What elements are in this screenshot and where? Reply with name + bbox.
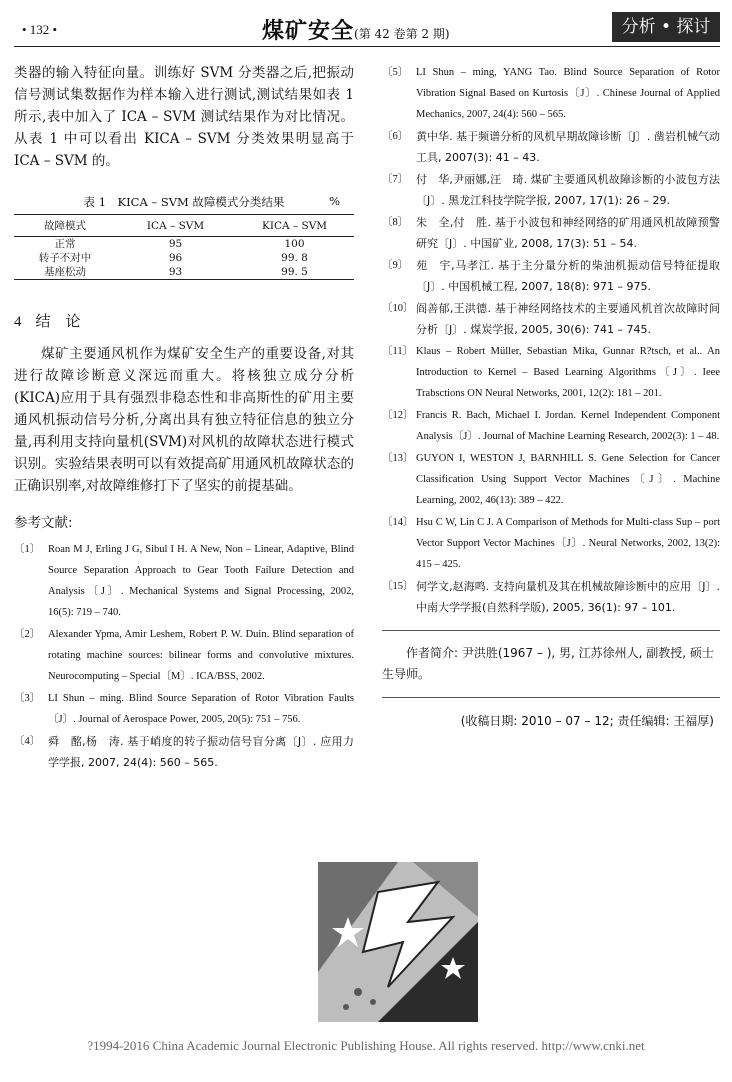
table-cell: 正常 xyxy=(54,238,76,250)
table-row xyxy=(14,237,354,252)
table-cell: 93 xyxy=(116,265,235,280)
table-row xyxy=(14,265,354,280)
section-title: 结 论 xyxy=(35,312,81,330)
reference-number: 〔7〕 xyxy=(382,174,409,185)
reference-item xyxy=(382,405,720,447)
section-number: 4 xyxy=(14,314,22,330)
reference-number: 〔11〕 xyxy=(382,346,414,357)
graphic-dot xyxy=(343,1004,349,1010)
reference-text: Hsu C W, Lin C J. A Comparison of Methods for Multi-class Sup – port Vector Support Vector Machines〔J〕. Neural Networks, 2002, 13(2): 415 – 425. xyxy=(416,517,720,570)
table-cell: 100 xyxy=(284,238,305,250)
received-rule xyxy=(382,697,720,698)
reference-item xyxy=(14,624,354,687)
reference-text: Francis R. Bach, Michael I. Jordan. Kernel Independent Component Analysis〔J〕. Journal of Machine Learning Research, 2002(3): 1 – 48. xyxy=(416,410,720,442)
table-cell: 基座松动 xyxy=(14,265,116,280)
table-header-cell: ICA – SVM xyxy=(116,215,235,237)
section-heading xyxy=(14,310,354,331)
reference-text: 朱 全,付 胜. 基于小波包和神经网络的矿用通风机故障预警研究〔J〕. 中国矿业, 2008, 17(3): 51 – 54. xyxy=(416,216,720,250)
table-header-row xyxy=(14,215,354,237)
table-cell: 转子不对中 xyxy=(38,252,92,264)
header-rule xyxy=(14,46,720,47)
table-header-cell: 故障模式 xyxy=(14,215,116,237)
section-tag: 分析 • 探讨 xyxy=(612,12,720,42)
reference-item xyxy=(382,298,720,340)
reference-text: 付 华,尹丽娜,汪 琦. 煤矿主要通风机故障诊断的小波包方法〔J〕. 黑龙江科技学院学报, 2007, 17(1): 26 – 29. xyxy=(416,173,720,207)
graphic-dot xyxy=(370,999,376,1005)
journal-title xyxy=(262,14,450,45)
author-note: 作者简介: 尹洪胜(1967 – ), 男, 江苏徐州人, 副教授, 硕士生导师。 xyxy=(382,646,714,681)
reference-text: GUYON I, WESTON J, BARNHILL S. Gene Selection for Cancer Classification Using Support Vector Machines〔J〕. Machine Learning, 2002, 46(13): 389 – 422. xyxy=(416,453,720,506)
conclusion-paragraph: 煤矿主要通风机作为煤矿安全生产的重要设备,对其进行故障诊断意义深远而重大。将核独立成分分析(KICA)应用于具有强烈非稳态性和非高斯性的矿用主要通风机振动信号分析,分离出具有独立特征信息的独立分量,再利用支持向量机(SVM)对风机的故障状态进行模式识别。实验结果表明可以有效提高矿用通风机故障状态的正确识别率,对故障维修打下了坚实的前提基础。 xyxy=(14,346,354,494)
reference-item xyxy=(382,448,720,511)
reference-number: 〔9〕 xyxy=(382,260,409,271)
table-caption-text: 表 1 KICA – SVM 故障模式分类结果 xyxy=(83,195,285,209)
reference-number: 〔2〕 xyxy=(14,629,41,640)
reference-number: 〔6〕 xyxy=(382,131,409,142)
references-heading: 参考文献: xyxy=(14,515,73,531)
copyright-footer: ?1994-2016 China Academic Journal Electronic Publishing House. All rights reserved. http://www.cnki.net xyxy=(87,1038,645,1053)
reference-number: 〔1〕 xyxy=(14,544,41,555)
table-unit: % xyxy=(329,194,340,208)
table-cell: 95 xyxy=(168,238,183,250)
reference-number: 〔8〕 xyxy=(382,217,409,228)
reference-item xyxy=(14,731,354,773)
reference-text: LI Shun – ming, YANG Tao. Blind Source Separation of Rotor Vibration Signal Based on Kurtosis〔J〕. Chinese Journal of Applied Mechanics, 2007, 24(4): 560 – 565. xyxy=(416,67,720,120)
reference-number: 〔13〕 xyxy=(382,453,414,464)
reference-number: 〔12〕 xyxy=(382,410,414,421)
journal-issue: (第 42 卷第 2 期) xyxy=(354,27,450,41)
reference-number: 〔10〕 xyxy=(382,303,414,314)
table-cell: 99. 8 xyxy=(281,252,308,264)
table-cell: 99. 5 xyxy=(235,265,354,280)
reference-number: 〔5〕 xyxy=(382,67,409,78)
reference-item xyxy=(382,62,720,125)
intro-paragraph: 类器的输入特征向量。训练好 SVM 分类器之后,把振动信号测试集数据作为样本输入进行测试,测试结果如表 1 所示,表中加入了 ICA – SVM 测试结果作为对比情况。从表 1 中可以看出 KICA – SVM 分类效果明显高于 ICA – SVM 的。 xyxy=(14,65,354,169)
table-cell: 96 xyxy=(168,252,183,264)
reference-item xyxy=(382,126,720,168)
page-header xyxy=(0,0,732,50)
reference-text: 阎善郁,王洪德. 基于神经网络技术的主要通风机首次故障时间分析〔J〕. 煤炭学报, 2005, 30(6): 741 – 745. xyxy=(416,302,720,336)
reference-text: Alexander Ypma, Amir Leshem, Robert P. W. Duin. Blind separation of rotating machine sources: bilinear forms and convolutive mixtures. Neurocomputing – Special〔M〕. ICA/BSS, 2002. xyxy=(48,629,354,682)
table-caption xyxy=(14,194,354,210)
reference-item xyxy=(382,512,720,575)
received-note: (收稿日期: 2010 – 07 – 12; 责任编辑: 王福厚) xyxy=(460,714,714,728)
reference-item xyxy=(382,576,720,618)
decorative-lightning-graphic xyxy=(318,862,478,1022)
reference-text: 苑 宇,马孝江. 基于主分量分析的柴油机振动信号特征提取〔J〕. 中国机械工程, 2007, 18(8): 971 – 975. xyxy=(416,259,720,293)
right-column xyxy=(382,62,720,729)
author-rule xyxy=(382,630,720,631)
reference-text: 舜 酩,杨 涛. 基于峭度的转子振动信号盲分离〔J〕. 应用力学学报, 2007, 24(4): 560 – 565. xyxy=(48,735,354,769)
reference-item xyxy=(382,169,720,211)
reference-item xyxy=(14,539,354,623)
reference-text: Roan M J, Erling J G, Sibul I H. A New, Non – Linear, Adaptive, Blind Source Separation Approach to Gear Tooth Failure Detection and Analysis〔J〕. Mechanical Systems and Signal Processing, 2002, 16(5): 719 – 740. xyxy=(48,544,354,618)
graphic-dot xyxy=(354,988,362,996)
page-number: • 132 • xyxy=(22,22,58,37)
table-row xyxy=(14,251,354,265)
reference-item xyxy=(382,341,720,404)
reference-number: 〔14〕 xyxy=(382,517,414,528)
reference-item xyxy=(382,255,720,297)
reference-item xyxy=(382,212,720,254)
reference-text: 黄中华. 基于频谱分析的风机早期故障诊断〔J〕. 凿岩机械气动工具, 2007(3): 41 – 43. xyxy=(416,130,720,164)
reference-list-left xyxy=(14,539,354,773)
reference-list-right xyxy=(382,62,720,618)
results-table xyxy=(14,214,354,280)
reference-text: 何学文,赵海鸣. 支持向量机及其在机械故障诊断中的应用〔J〕. 中南大学学报(自然科学版), 2005, 36(1): 97 – 101. xyxy=(416,580,720,614)
reference-number: 〔3〕 xyxy=(14,693,41,704)
reference-text: Klaus – Robert Müller, Sebastian Mika, Gunnar R?tsch, et al.. An Introduction to Kernel – Based Learning Algorithms〔J〕. Ieee Trabsctions ON Neural Networks, 2001, 12(2): 181 – 201. xyxy=(416,346,720,399)
journal-name: 煤矿安全 xyxy=(262,18,355,44)
left-column xyxy=(14,62,354,774)
reference-number: 〔4〕 xyxy=(14,736,41,747)
reference-number: 〔15〕 xyxy=(382,581,414,592)
table-header-cell: KICA – SVM xyxy=(235,215,354,237)
reference-item xyxy=(14,688,354,730)
reference-text: LI Shun – ming. Blind Source Separation of Rotor Vibration Faults〔J〕. Journal of Aerospace Power, 2005, 20(5): 751 – 756. xyxy=(48,693,354,725)
